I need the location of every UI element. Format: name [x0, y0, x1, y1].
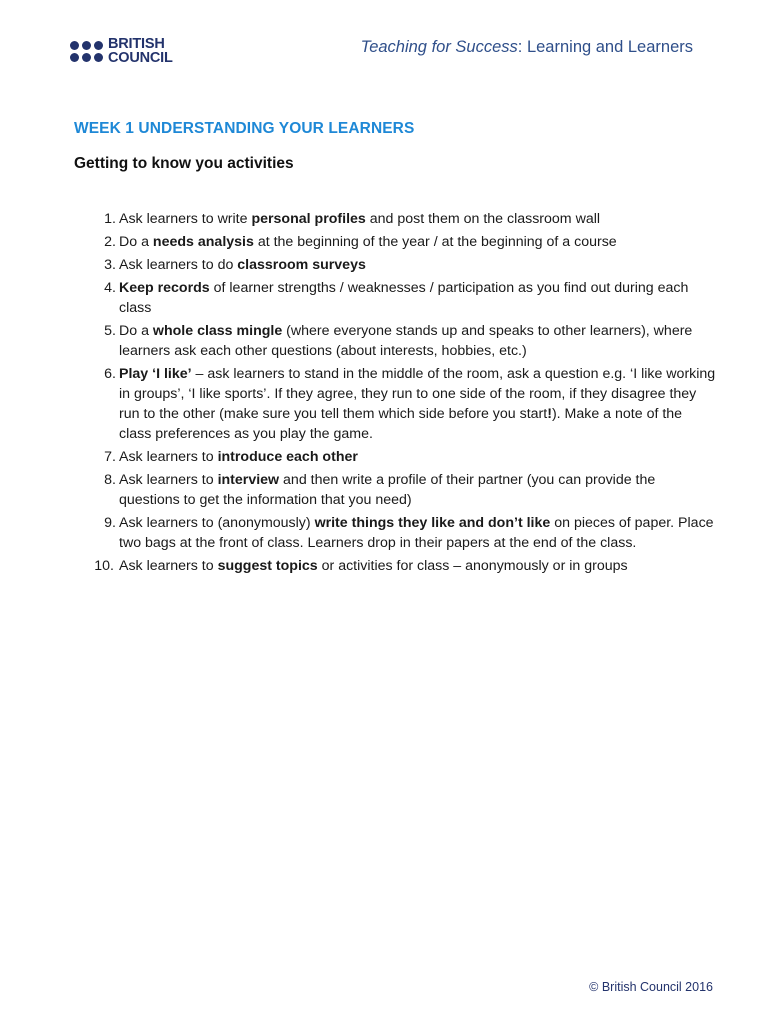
activity-text: Ask learners to (anonymously): [119, 515, 315, 531]
activity-text: and then write a profile of their partner (you can provide the questions to get the information that you need): [119, 472, 656, 508]
activity-text: Ask learners to: [119, 449, 218, 465]
logo-line-2: COUNCIL: [108, 50, 173, 66]
course-title-italic: Teaching for Success: [360, 38, 518, 56]
activity-text: or activities for class – anonymously or in groups: [317, 558, 628, 574]
activity-keyword: interview: [217, 472, 280, 488]
activity-number: 10.: [94, 558, 114, 574]
activity-keyword: !: [547, 406, 552, 422]
activity-text: Do a: [119, 234, 153, 250]
activity-item: [92, 470, 718, 510]
activity-number: 9.: [104, 515, 116, 531]
activity-keyword: Play ‘I like’: [119, 366, 192, 382]
activity-keyword: suggest topics: [217, 558, 318, 574]
activity-number: 5.: [104, 323, 116, 339]
activity-item: [92, 513, 718, 553]
activity-text: – ask learners to stand in the middle of the room, ask a question e.g. ‘I like working in groups’, ‘I like sports’. If they agree, they run to one side of the room, if they disagree they run to the other (make sure you tell them which side before you start: [119, 366, 716, 422]
activity-keyword: write things they like and don’t like: [314, 515, 551, 531]
activity-text: at the beginning of the year / at the beginning of a course: [253, 234, 617, 250]
logo-wordmark: [108, 37, 173, 65]
activity-number: 6.: [104, 366, 116, 382]
activity-number: 3.: [104, 257, 116, 273]
activity-keyword: classroom surveys: [237, 257, 366, 273]
activity-item: [92, 278, 718, 318]
activity-item: [92, 232, 718, 252]
copyright-footer: © British Council 2016: [589, 980, 713, 994]
section-subheading: Getting to know you activities: [74, 155, 294, 172]
logo-line-1: BRITISH: [108, 36, 165, 52]
activity-text: Ask learners to: [119, 472, 218, 488]
activity-text: ). Make a note of the class preferences as you play the game.: [119, 406, 683, 442]
logo-dots-icon: [70, 41, 103, 62]
activity-item: [92, 321, 718, 361]
activity-item: [92, 364, 718, 444]
activity-keyword: personal profiles: [251, 211, 366, 227]
activity-text: Ask learners to do: [119, 257, 238, 273]
activity-text: Ask learners to: [119, 558, 218, 574]
activity-text: Ask learners to write: [119, 211, 252, 227]
activity-text: Do a: [119, 323, 153, 339]
activity-keyword: whole class mingle: [152, 323, 283, 339]
activity-text: and post them on the classroom wall: [365, 211, 601, 227]
activity-number: 2.: [104, 234, 116, 250]
activity-item: [92, 209, 718, 229]
activity-item: [92, 255, 718, 275]
activity-number: 7.: [104, 449, 116, 465]
activity-keyword: Keep records: [119, 280, 210, 296]
activity-number: 1.: [104, 211, 116, 227]
activity-keyword: introduce each other: [217, 449, 358, 465]
british-council-logo: [70, 37, 173, 65]
activity-number: 8.: [104, 472, 116, 488]
activity-text: of learner strengths / weaknesses / participation as you find out during each class: [119, 280, 689, 316]
activities-list: [92, 209, 718, 579]
week-heading: WEEK 1 UNDERSTANDING YOUR LEARNERS: [74, 120, 415, 137]
course-title-rest: : Learning and Learners: [517, 38, 693, 56]
activity-text: on pieces of paper. Place two bags at the front of class. Learners drop in their papers at the end of the class.: [119, 515, 714, 551]
course-title: [361, 38, 693, 57]
activity-item: [92, 556, 718, 576]
activity-number: 4.: [104, 280, 116, 296]
activity-text: (where everyone stands up and speaks to other learners), where learners ask each other questions (about interests, hobbies, etc.): [119, 323, 693, 359]
activity-item: [92, 447, 718, 467]
activity-keyword: needs analysis: [152, 234, 254, 250]
